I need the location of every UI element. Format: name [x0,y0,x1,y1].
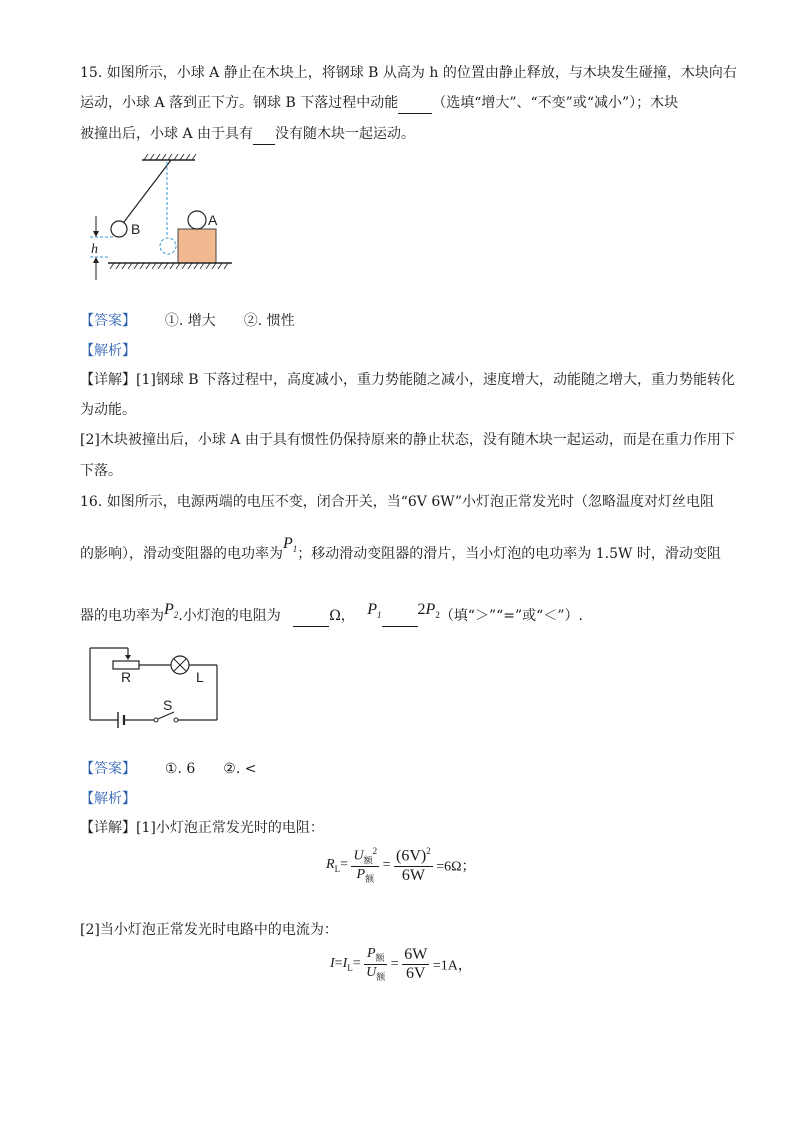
q15-line3-a: 被撞出后，小球 A 由于具有 [80,126,254,142]
label-h: h [91,242,98,257]
ceiling-hatch [144,154,196,160]
q15-detail-1 [80,370,735,390]
q15-line2-a: 运动，小球 A 落到正下方。钢球 B 下落过程中动能 [80,95,399,111]
q16-circuit [80,640,230,730]
q15-answer: ①. 增大 ②. 惯性 [164,313,295,329]
formula-resistance: $R_L=$ $\frac{U_额^2}{P_额}$ = $\frac{(6V)^2}{6W}$ =6Ω； [326,846,476,885]
h-arrow-top-head [93,231,99,237]
q16-answer: ①. 6 ②. < [164,761,257,777]
q15-analysis-tag: 【解析】 [80,343,136,359]
frac-p-over-u: $\frac{P_额}{U_额}$ [366,946,386,982]
q16-line2 [80,535,721,569]
q15-line2-b: （选填“增大”、“不变”或“减小”）；木块 [432,95,679,111]
q16-p2: $P_2$ [164,601,179,621]
label-s: S [163,697,173,713]
frac-6w-over-6v: $\frac{6W}{6V}$ [404,946,428,982]
q16-blank-1 [293,606,329,627]
rheostat [113,661,139,669]
q16-p1: $P_1$ [283,535,298,555]
h-arrow-bottom-head [93,257,99,263]
q15-line3 [80,124,415,145]
q16-answer-tag: 【答案】 [80,761,136,777]
q15-detail-tag: 【详解】 [80,372,136,388]
frac-6v2-over-6w: $\frac{(6V)^2}{6W}$ [396,846,431,884]
q15-answer-tag: 【答案】 [80,313,136,329]
q15-detail-1-text: [1]钢球 B 下落过程中，高度减小，重力势能随之减小，速度增大，动能随之增大，重力势能转化 [136,372,736,388]
q16-line1: 16. 如图所示，电源两端的电压不变，闭合开关，当“6V 6W”小灯泡正常发光时（忽略温度对灯丝电阻 [80,494,715,510]
q16-detail-tag: 【详解】 [80,820,136,836]
q16-2p2: $2P_2$ [417,601,440,621]
label-b: B [131,221,141,237]
q16-answer-row [80,759,256,779]
q16-p1-compare: $P_1$ [367,601,382,621]
q16-line3 [80,601,583,631]
q16-analysis-tag: 【解析】 [80,791,136,807]
q15-line2 [80,93,678,114]
frac-u2-over-p: $\frac{U_额^2}{P_额}$ [353,846,378,885]
q15-line1: 15. 如图所示，小球 A 静止在木块上，将钢球 B 从高为 h 的位置由静止释放，与木块发生碰撞，木块向右 [80,65,737,81]
q16-line2-b: ；移动滑动变阻器的滑片，当小灯泡的电功率为 1.5W 时，滑动变阻 [297,546,721,562]
q15-line3-b: 没有随木块一起运动。 [275,126,416,142]
wooden-block [178,229,216,263]
floor-hatch [110,263,228,269]
switch-contact [174,718,178,722]
slider-arrow [125,655,131,660]
ball-a [188,211,206,229]
q15-detail-2b: 下落。 [80,463,122,479]
switch-blade [158,712,174,719]
label-r: R [121,669,132,685]
switch-pivot [154,718,158,722]
dashed-ball [160,238,176,254]
q15-detail-2: [2]木块被撞出后，小球 A 由于具有惯性仍保持原来的静止状态，没有随木块一起运动，而是在重力作用下 [80,432,735,448]
q16-line3-b: .小灯泡的电阻为 [178,608,281,624]
q16-blank-2 [382,606,418,627]
label-a: A [208,212,218,228]
q16-line3-a: 器的电功率为 [80,608,164,624]
q16-line3-c: （填“＞”“=”或“＜”）. [439,608,583,624]
q16-detail-1 [80,818,324,838]
q15-detail-1b: 为动能。 [80,402,136,418]
ball-b [111,221,127,237]
q15-figure [80,150,250,290]
q15-answer-row [80,311,295,331]
pendulum-string [124,160,171,222]
q16-ohm: Ω， [329,608,355,624]
q16-detail-1-text: [1]小灯泡正常发光时的电阻： [136,820,324,836]
q15-blank-2 [253,124,275,145]
q16-detail-2: [2]当小灯泡正常发光时电路中的电流为： [80,922,338,938]
label-l: L [196,669,204,685]
formula-current: $I=I_L=$ $\frac{P_额}{U_额}$ = $\frac{6W}{6V}$ =1A， [330,946,472,982]
q16-line2-a: 的影响），滑动变阻器的电功率为 [80,546,283,562]
q15-blank-1 [398,93,432,114]
